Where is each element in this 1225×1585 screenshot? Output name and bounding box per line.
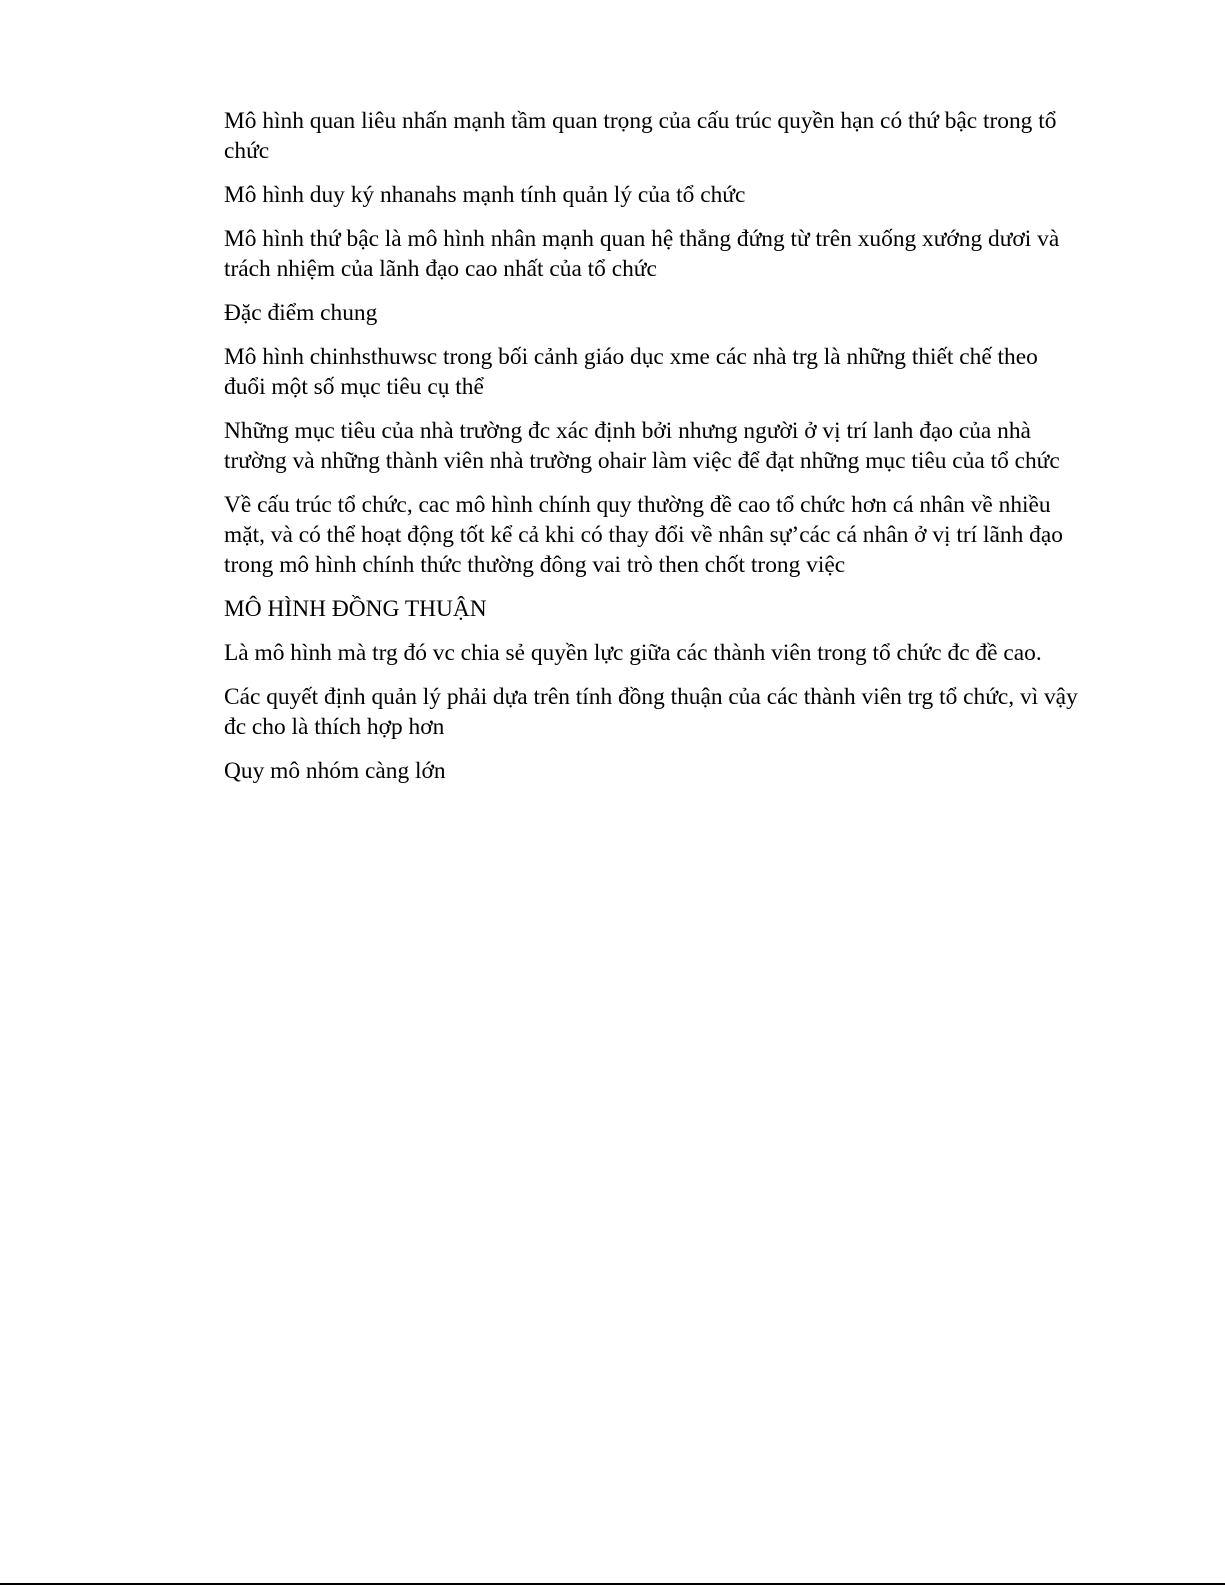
paragraph-consensus-model-heading: MÔ HÌNH ĐỒNG THUẬN (224, 596, 487, 622)
paragraph-common-features-heading: Đặc điểm chung (224, 300, 378, 326)
paragraph-organizational-structure: Về cấu trúc tổ chức, cac mô hình chính quy thường đề cao tổ chức hơn cá nhân về nhiều mặt, và có thể hoạt động tốt kể cả khi có thay đổi về nhân sự’các cá nhân ở vị trí lãnh đạo trong mô hình chính thức thường đông vai trò then chốt trong việc (224, 492, 1063, 578)
paragraph-formal-model-context: Mô hình chinhsthuwsc trong bối cảnh giáo dục xme các nhà trg là những thiết chế theo đuổi một số mục tiêu cụ thể (224, 344, 1038, 400)
paragraph-school-goals: Những mục tiêu của nhà trường đc xác định bởi nhưng người ở vị trí lanh đạo của nhà trường và những thành viên nhà trường ohair làm việc để đạt những mục tiêu của tổ chức (224, 418, 1060, 474)
document-body (224, 106, 1084, 800)
paragraph-power-sharing: Là mô hình mà trg đó vc chia sẻ quyền lực giữa các thành viên trong tổ chức đc đề cao. (224, 640, 1042, 666)
paragraph-bureaucratic-model: Mô hình quan liêu nhấn mạnh tầm quan trọng của cấu trúc quyền hạn có thứ bậc trong tổ chức (224, 108, 1057, 164)
paragraph-hierarchical-model: Mô hình thứ bậc là mô hình nhân mạnh quan hệ thẳng đứng từ trên xuống xướng dươi và trách nhiệm của lãnh đạo cao nhất của tổ chức (224, 226, 1060, 282)
paragraph-group-size: Quy mô nhóm càng lớn (224, 758, 446, 784)
paragraph-rational-model: Mô hình duy ký nhanahs mạnh tính quản lý của tổ chức (224, 182, 746, 208)
paragraph-management-decisions: Các quyết định quản lý phải dựa trên tính đồng thuận của các thành viên trg tổ chức, vì vậy đc cho là thích hợp hơn (224, 684, 1078, 740)
